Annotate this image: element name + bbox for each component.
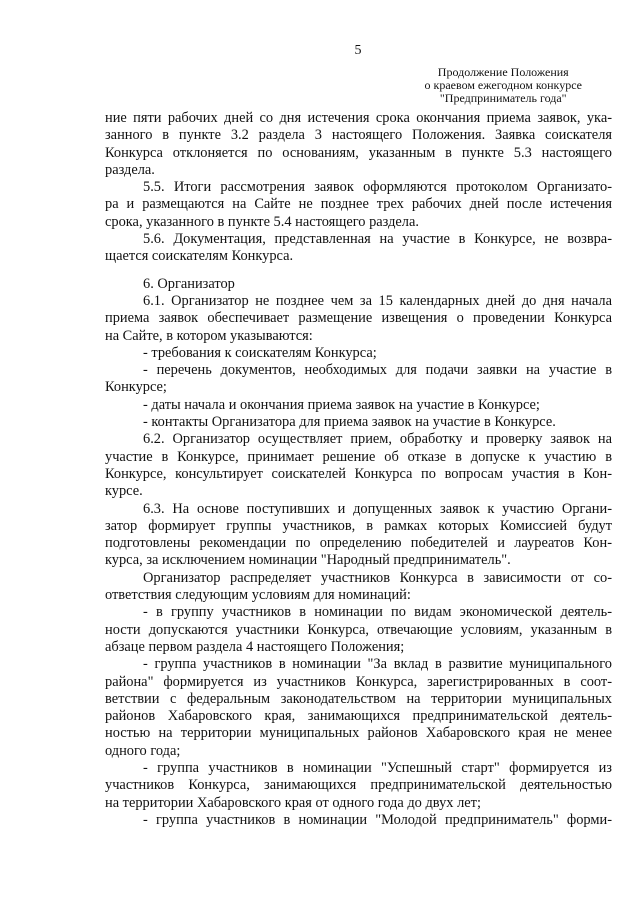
text-line: ответствия следующим условиям для номинаций: bbox=[105, 587, 411, 604]
text-line: приема заявок обеспечивает размещение извещения о проведении Конкурса bbox=[105, 310, 612, 327]
text-line: подготовлены рекомендации по определению победителей и лауреатов Кон- bbox=[105, 535, 612, 552]
text-line: ра и размещаются на Сайте не позднее трех рабочих дней после истечения bbox=[105, 196, 612, 213]
text-line: - перечень документов, необходимых для подачи заявки на участие в bbox=[143, 362, 612, 379]
text-line: 6.3. На основе поступивших и допущенных заявок к участию Органи- bbox=[143, 500, 612, 517]
text-line: районов Хабаровского края, занимающихся предпринимательской деятель- bbox=[105, 708, 612, 725]
text-line: 5.5. Итоги рассмотрения заявок оформляются протоколом Организато- bbox=[143, 179, 612, 196]
text-line: ностью на территории муниципальных районов Хабаровского края не менее bbox=[105, 725, 612, 742]
text-line: - группа участников в номинации "За вклад в развитие муниципального bbox=[143, 656, 612, 673]
text-line: ности допускаются участники Конкурса, отвечающие условиям, указанным в bbox=[105, 621, 612, 638]
text-line: - в группу участников в номинации по видам экономической деятель- bbox=[143, 604, 612, 621]
text-line: Конкурса отклоняется по основаниям, указанным в пункте 5.3 настоящего bbox=[105, 144, 612, 161]
header-line: "Предприниматель года" bbox=[439, 91, 567, 105]
text-line: абзаце первом раздела 4 настоящего Положения; bbox=[105, 638, 405, 655]
text-line: - требования к соискателям Конкурса; bbox=[143, 344, 377, 361]
paragraph-gap bbox=[105, 266, 612, 276]
text-line: Организатор распределяет участников Конкурса в зависимости от со- bbox=[143, 569, 612, 586]
text-line: - группа участников в номинации "Успешный старт" формируется из bbox=[143, 759, 612, 776]
text-line: на Сайте, в котором указываются: bbox=[105, 327, 313, 344]
text-line: срока, указанного в пункте 5.4 настоящего раздела. bbox=[105, 213, 419, 230]
text-line: - контакты Организатора для приема заявок на участие в Конкурсе. bbox=[143, 414, 556, 431]
text-line: участников Конкурса, занимающихся предпринимательской деятельностью bbox=[105, 777, 612, 794]
text-line: 6.1. Организатор не позднее чем за 15 календарных дней до дня начала bbox=[143, 292, 612, 309]
text-line: затор формирует группы участников, в рамках которых Комиссией будут bbox=[105, 517, 612, 534]
header-line: о краевом ежегодном конкурсе bbox=[424, 78, 582, 92]
text-line: занного в пункте 3.2 раздела 3 настоящего Положения. Заявка соискателя bbox=[105, 127, 612, 144]
text-line: курсе. bbox=[105, 483, 143, 500]
page-number: 5 bbox=[354, 43, 362, 58]
text-line: района" формируется из участников Конкурса, зарегистрированных в соот- bbox=[105, 673, 612, 690]
text-line: на территории Хабаровского края от одного года до двух лет; bbox=[105, 794, 481, 811]
text-line: 5.6. Документация, представленная на участие в Конкурсе, не возвра- bbox=[143, 231, 612, 248]
text-line: курса, за исключением номинации "Народный предприниматель". bbox=[105, 552, 511, 569]
text-line: раздела. bbox=[105, 161, 155, 178]
text-line: участие в Конкурсе, принимает решение об отказе в допуске к участию в bbox=[105, 448, 612, 465]
document-body bbox=[105, 110, 612, 829]
text-line: Конкурсе, консультирует соискателей Конкурса по вопросам участия в Кон- bbox=[105, 465, 612, 482]
text-line: ветствии с федеральным законодательством на территории муниципальных bbox=[105, 690, 612, 707]
header-line: Продолжение Положения bbox=[437, 65, 569, 79]
text-line: 6. Организатор bbox=[143, 275, 235, 292]
text-line: - даты начала и окончания приема заявок на участие в Конкурсе; bbox=[143, 396, 540, 413]
text-line: ние пяти рабочих дней со дня истечения срока окончания приема заявок, ука- bbox=[105, 110, 612, 126]
text-line: одного года; bbox=[105, 742, 181, 759]
text-line: 6.2. Организатор осуществляет прием, обработку и проверку заявок на bbox=[143, 431, 612, 448]
text-line: - группа участников в номинации "Молодой предприниматель" форми- bbox=[143, 811, 612, 828]
text-line: щается соискателям Конкурса. bbox=[105, 248, 294, 265]
text-line: Конкурсе; bbox=[105, 379, 167, 396]
running-header bbox=[425, 66, 583, 105]
